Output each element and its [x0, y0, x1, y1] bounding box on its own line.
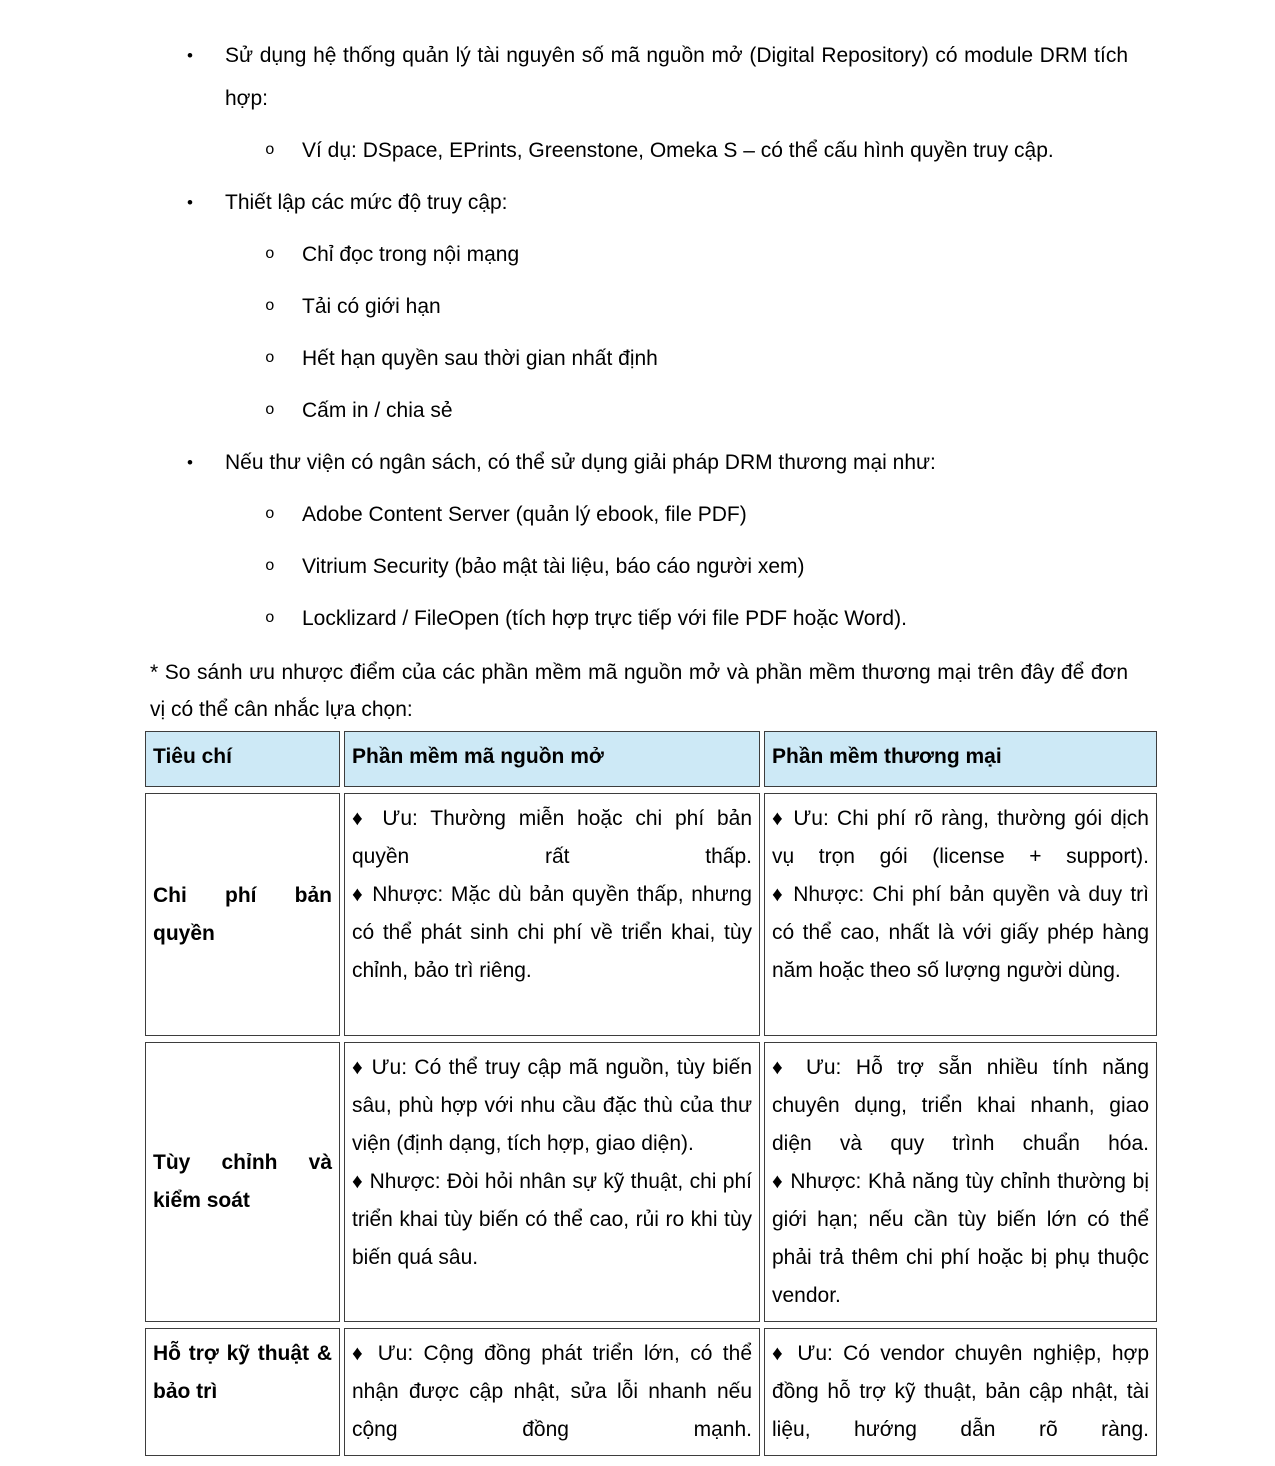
cell-segment: ♦ Nhược: Đòi hỏi nhân sự kỹ thuật, chi phí triển khai tùy biến có thể cao, rủi ro khi tùy biến quá sâu. [352, 1170, 752, 1269]
cell-segment: ♦ Nhược: Mặc dù bản quyền thấp, nhưng có thể phát sinh chi phí về triển khai, tùy chỉnh, bảo trì riêng. [352, 883, 752, 982]
open-source-cell [344, 1042, 760, 1322]
sub-list-item-text: Ví dụ: DSpace, EPrints, Greenstone, Omeka S – có thể cấu hình quyền truy cập. [302, 139, 1054, 162]
table-header-row [145, 731, 1157, 787]
circle-bullet-icon: o [265, 297, 275, 315]
cell-segment: ♦ Ưu: Hỗ trợ sẵn nhiều tính năng chuyên dụng, triển khai nhanh, giao diện và quy trình chuẩn hóa. [772, 1056, 1149, 1155]
cell-segment: ♦ Nhược: Khả năng tùy chỉnh thường bị giới hạn; nếu cần tùy biến lớn có thể phải trả thêm chi phí hoặc bị phụ thuộc vendor. [772, 1170, 1149, 1307]
criterion-cell: Tùy chỉnh và kiểm soát [145, 1042, 340, 1322]
list-item-text: Sử dụng hệ thống quản lý tài nguyên số mã nguồn mở (Digital Repository) có module DRM tích hợp: [225, 44, 1128, 110]
commercial-cell [764, 1328, 1157, 1456]
document-body [150, 34, 1128, 736]
commercial-cell [764, 1042, 1157, 1322]
table-row [145, 1328, 1157, 1456]
sub-list-item [265, 493, 1128, 536]
cell-segment: ♦ Ưu: Có thể truy cập mã nguồn, tùy biến sâu, phù hợp với nhu cầu đặc thù của thư viện (định dạng, tích hợp, giao diện). [352, 1056, 752, 1155]
circle-bullet-icon: o [265, 349, 275, 367]
sub-list-item-text: Tải có giới hạn [302, 295, 441, 318]
header-cell-commercial: Phần mềm thương mại [764, 731, 1157, 787]
sub-list-item [265, 545, 1128, 588]
sub-list-item-text: Locklizard / FileOpen (tích hợp trực tiếp với file PDF hoặc Word). [302, 607, 907, 630]
sub-list-item [265, 389, 1128, 432]
open-source-cell [344, 1328, 760, 1456]
list-item-text: Thiết lập các mức độ truy cập: [225, 191, 508, 214]
bullet-icon: • [187, 193, 193, 212]
bullet-icon: • [187, 453, 193, 472]
cell-segment: ♦ Ưu: Chi phí rõ ràng, thường gói dịch vụ trọn gói (license + support). [772, 807, 1149, 868]
bullet-icon: • [187, 46, 193, 65]
comparison-table [141, 725, 1161, 1462]
sub-list-item-text: Vitrium Security (bảo mật tài liệu, báo cáo người xem) [302, 555, 805, 578]
sub-list-item [265, 285, 1128, 328]
sub-list-item [265, 337, 1128, 380]
circle-bullet-icon: o [265, 505, 275, 523]
table-row [145, 1042, 1157, 1322]
list-item [187, 181, 1128, 224]
comparison-note: * So sánh ưu nhược điểm của các phần mềm mã nguồn mở và phần mềm thương mại trên đây để đơn vị có thể cân nhắc lựa chọn: [150, 661, 1128, 721]
sub-list-item-text: Cấm in / chia sẻ [302, 399, 453, 422]
cell-segment: ♦ Nhược: Chi phí bản quyền và duy trì có thể cao, nhất là với giấy phép hàng năm hoặc theo số lượng người dùng. [772, 883, 1149, 982]
circle-bullet-icon: o [265, 557, 275, 575]
list-item [187, 34, 1128, 120]
cell-segment: ♦ Ưu: Cộng đồng phát triển lớn, có thể nhận được cập nhật, sửa lỗi nhanh nếu cộng đồng mạnh. [352, 1342, 752, 1441]
sub-list-item [265, 233, 1128, 276]
criterion-cell: Hỗ trợ kỹ thuật & bảo trì [145, 1328, 340, 1456]
open-source-cell [344, 793, 760, 1036]
table-row [145, 793, 1157, 1036]
circle-bullet-icon: o [265, 141, 275, 159]
circle-bullet-icon: o [265, 401, 275, 419]
sub-list-item-text: Adobe Content Server (quản lý ebook, file PDF) [302, 503, 747, 526]
cell-segment: ♦ Ưu: Có vendor chuyên nghiệp, hợp đồng hỗ trợ kỹ thuật, bản cập nhật, tài liệu, hướng dẫn rõ ràng. [772, 1342, 1149, 1441]
circle-bullet-icon: o [265, 245, 275, 263]
header-cell-criteria: Tiêu chí [145, 731, 340, 787]
commercial-cell [764, 793, 1157, 1036]
header-cell-open-source: Phần mềm mã nguồn mở [344, 731, 760, 787]
criterion-cell: Chi phí bản quyền [145, 793, 340, 1036]
sub-list-item-text: Hết hạn quyền sau thời gian nhất định [302, 347, 658, 370]
sub-list-item [265, 129, 1128, 172]
cell-segment: ♦ Ưu: Thường miễn hoặc chi phí bản quyền rất thấp. [352, 807, 752, 868]
sub-list-item [265, 597, 1128, 640]
list-item [187, 441, 1128, 484]
circle-bullet-icon: o [265, 609, 275, 627]
list-item-text: Nếu thư viện có ngân sách, có thể sử dụng giải pháp DRM thương mại như: [225, 451, 936, 474]
sub-list-item-text: Chỉ đọc trong nội mạng [302, 243, 520, 266]
